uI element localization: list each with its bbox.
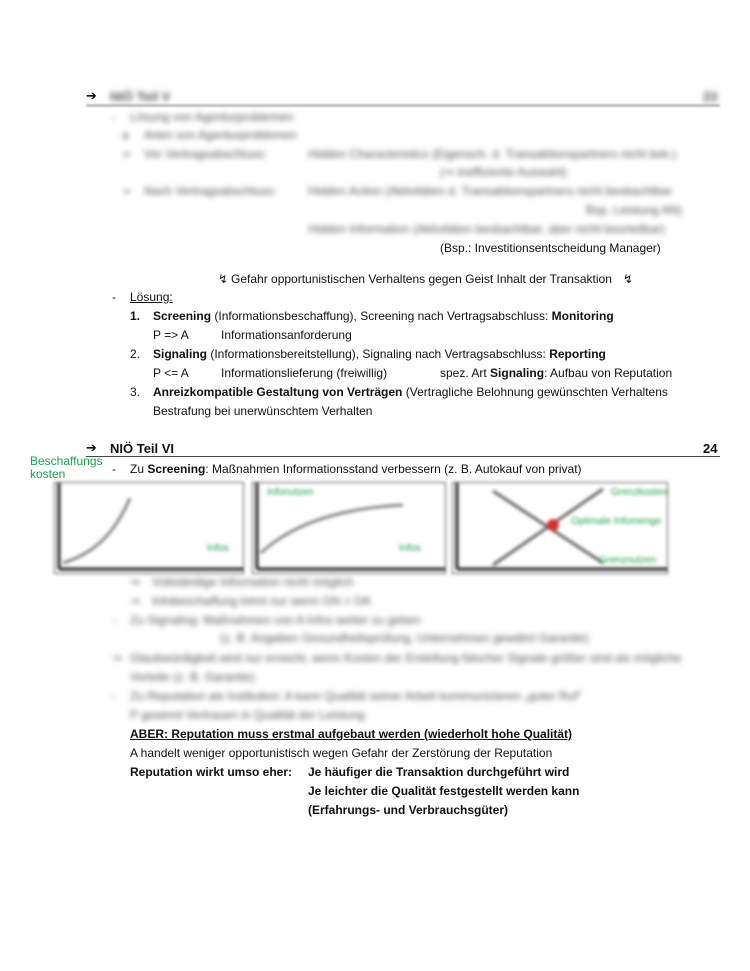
graph3-cost-label: Grenzkosten: [611, 487, 668, 498]
list-sub-extra: spez. Art Signaling: Aufbau von Reputation: [440, 366, 673, 380]
list-item: Signaling (Informationsbereitstellung), Signaling nach Vertragsabschluss: Reporting: [153, 347, 606, 361]
graph-benefit-curve: [252, 482, 446, 574]
reputation-point-1: Je häufiger die Transaktion durchgeführt wird: [308, 765, 570, 779]
graph3-use-label: Grenznutzen: [599, 555, 657, 566]
screening-line: Zu Screening: Maßnahmen Informationsstand verbessern (z. B. Autokauf von privat): [130, 462, 582, 476]
reputation-label: Reputation wirkt umso eher:: [130, 765, 293, 779]
blurred-line: Hidden Action (Aktivitäten d. Transaktionspartners nicht beobachtbar: [308, 184, 673, 198]
graph-optimum: [452, 482, 668, 574]
blurred-line: Lösung von Agenturproblemen: [130, 110, 294, 124]
blurred-line: (z. B. Angaben Gesundheitsprüfung, Unternehmen gewährt Garantie): [220, 631, 589, 645]
concave-curve: [261, 505, 403, 553]
reputation-point-2: Je leichter die Qualität festgestellt werden kann: [308, 784, 580, 798]
graph1-x-label: Infos: [207, 543, 229, 554]
blurred-line: Vollständige Information nicht möglich: [152, 575, 354, 589]
blurred-line: Hidden Characteristics (Eigensch. d. Transaktionspartners nicht bek.): [308, 147, 677, 161]
blurred-line: Nach Vertragsabschluss:: [144, 184, 277, 198]
blurred-line: Infobeschaffung lohnt nur wenn GN > GK: [152, 594, 372, 608]
cost-curve-svg: [55, 483, 243, 573]
blurred-line: Vor Vertragsabschluss:: [144, 147, 267, 161]
section6-page-number: 24: [703, 441, 718, 456]
list-item: Anreizkompatible Gestaltung von Verträgen (Vertragliche Belohnung gewünschten Verhaltens: [153, 385, 668, 399]
list-sub-right: Informationslieferung (freiwillig): [221, 366, 388, 380]
list-number: 1.: [130, 309, 141, 323]
section5-page-number: 23: [703, 89, 718, 104]
solution-label: Lösung:: [130, 290, 173, 304]
section6-divider: [86, 456, 720, 457]
blurred-line: (⇒ ineffiziente Auswahl): [440, 165, 567, 179]
graph-cost-curve: [54, 482, 244, 574]
green-label-line1: Beschaffungs: [30, 454, 103, 468]
convex-curve: [63, 498, 130, 563]
graph2-y-label: Infonutzen: [267, 487, 314, 498]
blurred-line: Bsp. Leistung AN): [586, 203, 683, 217]
list-number: 2.: [130, 347, 141, 361]
blurred-line: Vorteile (z. B. Garantie): [130, 670, 255, 684]
list-sub-right: Informationsanforderung: [221, 328, 352, 342]
blurred-line: Arten von Agenturproblemen: [144, 128, 297, 142]
list-item: Screening (Informationsbeschaffung), Screening nach Vertragsabschluss: Monitoring: [153, 309, 614, 323]
example-line: (Bsp.: Investitionsentscheidung Manager): [440, 241, 661, 255]
blurred-line: Hidden Information (Aktivitäten beobachtbar, aber nicht beurteilbar): [308, 222, 665, 236]
list-number: 3.: [130, 385, 141, 399]
blurred-line: Glaubwürdigkeit wird nur erreicht, wenn Kosten der Erstellung falscher Signale größer sind als mögliche: [130, 651, 682, 665]
reputation-point-3: (Erfahrungs- und Verbrauchsgüter): [308, 803, 509, 817]
section6-header: NIÖ Teil VI: [110, 441, 175, 456]
a-line: A handelt weniger opportunistisch wegen Gefahr der Zerstörung der Reputation: [130, 746, 553, 760]
blurred-line: P gewinnt Vertrauen in Qualität der Leistung: [130, 708, 365, 722]
lightning-icon: ↯: [623, 272, 634, 286]
blurred-line: Zu Signaling: Maßnahmen von A Infos weiter zu geben: [130, 613, 421, 627]
optimum-point: [547, 519, 559, 531]
list-item-line2: Bestrafung bei unerwünschtem Verhalten: [153, 404, 373, 418]
graph3-opt-label: Optimale Infomenge: [571, 516, 662, 527]
graph2-x-label: Infos: [399, 543, 421, 554]
section5-divider: [86, 105, 720, 106]
lightning-icon: ↯: [218, 272, 229, 286]
blurred-line: Zu Reputation als Institution: A kann Qualität seiner Arbeit kommunizieren „guter Ruf“: [130, 689, 582, 703]
arrow-right-icon: ➔: [86, 440, 97, 455]
list-sub-left: P <= A: [153, 366, 189, 380]
but-line: ABER: Reputation muss erstmal aufgebaut werden (wiederholt hohe Qualität): [130, 727, 573, 741]
arrow-right-icon: ➔: [86, 88, 97, 103]
green-label-line2: kosten: [30, 467, 66, 481]
list-sub-left: P => A: [153, 328, 189, 342]
danger-line: Gefahr opportunistischen Verhaltens gegen Geist Inhalt der Transaktion: [231, 272, 612, 286]
section5-header: NIÖ Teil V: [110, 89, 171, 104]
